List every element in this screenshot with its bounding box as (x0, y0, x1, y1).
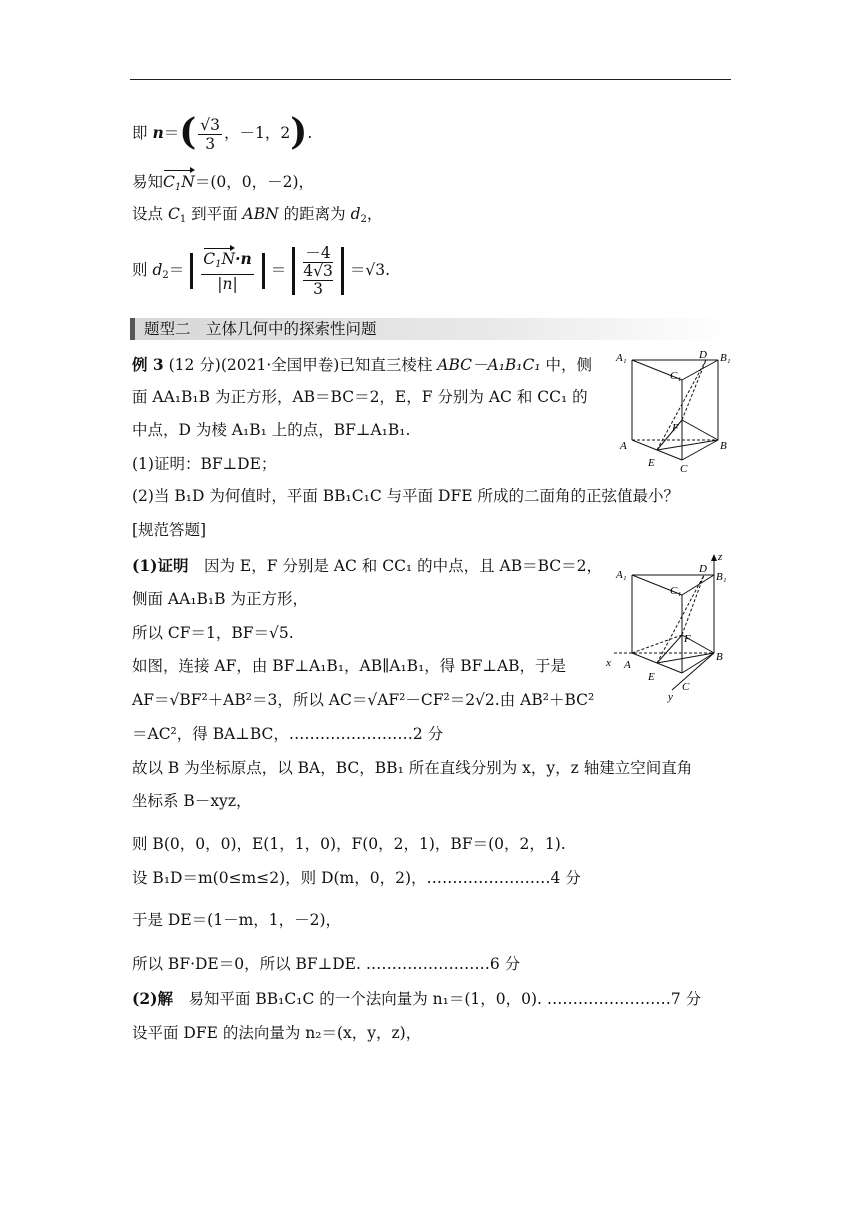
prism-figure-1 (612, 345, 734, 475)
distance-formula-line: 则 $d_2=$ $\frac{C_1N\cdot n}{|n|}$ ＝ －4 4√3 3 ＝√3. (132, 244, 391, 298)
figure-label: A₁ (616, 352, 627, 364)
section-marker (130, 318, 135, 340)
answer-line-3: 所以 CF＝1，BF＝√5. (132, 624, 294, 642)
answer-line-8: 坐标系 B－xyz， (132, 792, 252, 810)
figure-label: F (684, 633, 691, 645)
answer-line-12: 所以 BF·DE＝0，所以 BF⊥DE. ……………………6 分 (132, 955, 521, 973)
figure-label: B₁ (720, 352, 731, 364)
example-line-1: 例 3 (12 分)(2021·全国甲卷)已知直三棱柱 ABC－A₁B₁C₁ 中，侧 (132, 355, 593, 374)
figure-label: C₁ (670, 370, 682, 382)
abs-bar (262, 253, 265, 289)
figure-label: x (606, 657, 611, 669)
figure-label: F (672, 422, 679, 434)
figure-label: E (648, 671, 655, 683)
figure-label: A₁ (616, 569, 627, 581)
abs-bar (341, 247, 344, 295)
figure-label: z (718, 551, 723, 563)
answer-line-7: 故以 B 为坐标原点，以 BA，BC，BB₁ 所在直线分别为 x，y，z 轴建立空间直角 (132, 759, 693, 777)
figure-label: y (668, 691, 673, 703)
prism-figure-2 (602, 550, 738, 710)
figure-label: A (624, 659, 631, 671)
answer-line-1: (1)证明 因为 E，F 分别是 AC 和 CC₁ 的中点，且 AB＝BC＝2， (132, 556, 602, 575)
figure-label: A (620, 440, 627, 452)
figure-label: C (680, 463, 688, 475)
figure-label: E (648, 457, 655, 469)
top-rule (130, 79, 731, 80)
abs-bar (292, 247, 295, 295)
question-1: (1)证明：BF⊥DE； (132, 455, 277, 473)
figure-label: C₁ (670, 585, 682, 597)
answer-heading: [规范答题] (132, 521, 207, 539)
figure-label: C (682, 681, 690, 693)
figure-label: D (699, 349, 707, 361)
fraction-c1n-n: $\frac{C_1N\cdot n}{|n|}$ (203, 248, 252, 293)
figure-label: B (716, 651, 723, 663)
normal-vector-line: 即 n＝( $\frac{√3}{3}$ ，－1，2). (132, 111, 313, 153)
close-paren: ) (290, 111, 308, 153)
fraction: $\frac{√3}{3}$ (200, 115, 221, 153)
vector-c1n-line: 易知$C_1N=(0$，0，－2)， (132, 172, 314, 198)
answer-line-2: 侧面 AA₁B₁B 为正方形， (132, 590, 308, 608)
fraction-numeric: －4 4√3 3 (303, 244, 333, 298)
distance-definition-line: 设点 $C_1$ 到平面 ABN 的距离为 $d_2$， (132, 205, 383, 225)
answer-line-13: (2)解 易知平面 BB₁C₁C 的一个法向量为 n₁＝(1，0，0). ……………………7 分 (132, 989, 702, 1008)
answer-line-14: 设平面 DFE 的法向量为 n₂＝(x，y，z)， (132, 1024, 422, 1042)
answer-line-11: 于是 DE＝(1－m，1，－2)， (132, 911, 342, 929)
figure-label: B₁ (716, 571, 727, 583)
vector-c1n: $C_1N$ (163, 172, 195, 198)
section-title: 题型二 立体几何中的探索性问题 (144, 320, 377, 338)
answer-line-4: 如图，连接 AF，由 BF⊥A₁B₁，AB∥A₁B₁，得 BF⊥AB，于是 (132, 657, 567, 675)
example-line-2: 面 AA₁B₁B 为正方形，AB＝BC＝2，E，F 分别为 AC 和 CC₁ 的 (132, 388, 588, 406)
example-line-3: 中点，D 为棱 A₁B₁ 上的点，BF⊥A₁B₁. (132, 421, 411, 439)
answer-line-6: ＝AC²，得 BA⊥BC，……………………2 分 (132, 725, 444, 743)
figure-label: B (720, 440, 727, 452)
answer-line-10: 设 B₁D＝m(0≤m≤2)，则 D(m，0，2)，……………………4 分 (132, 869, 581, 887)
abs-bar (190, 253, 193, 289)
answer-line-9: 则 B(0，0，0)，E(1，1，0)，F(0，2，1)，BF＝(0，2，1). (132, 835, 566, 853)
question-2: (2)当 B₁D 为何值时，平面 BB₁C₁C 与平面 DFE 所成的二面角的正弦值最小？ (132, 487, 679, 505)
answer-line-5: AF＝√BF²＋AB²＝3，所以 AC＝√AF²－CF²＝2√2.由 AB²＋BC² (132, 691, 595, 709)
figure-label: D (699, 563, 707, 575)
open-paren: ( (179, 111, 197, 153)
